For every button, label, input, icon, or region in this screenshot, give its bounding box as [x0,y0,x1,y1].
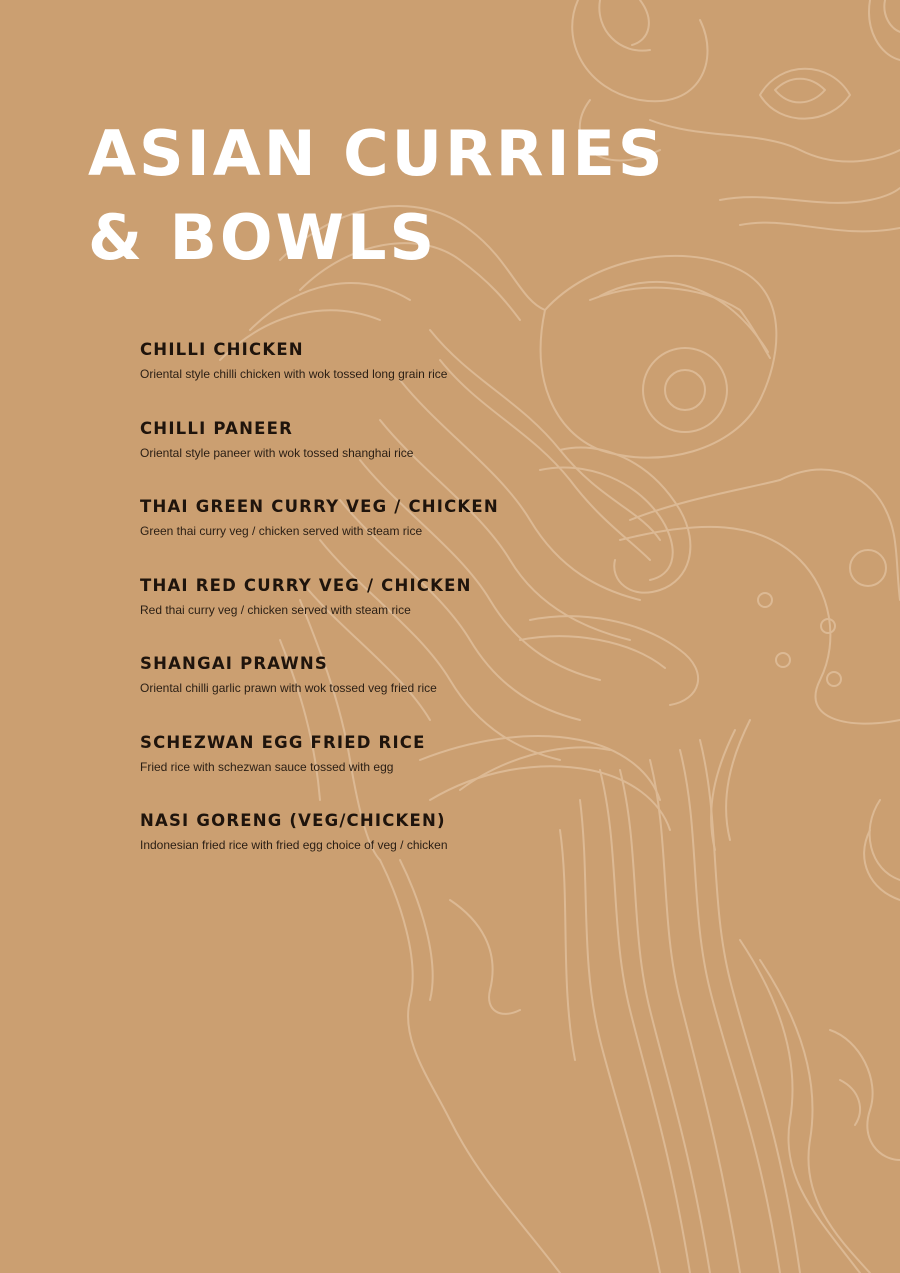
page-title [88,112,666,280]
menu-item [140,652,700,731]
menu-item-description: Red thai curry veg / chicken served with steam rice [140,602,411,617]
menu-item-name: NASI GORENG (VEG/CHICKEN) [140,811,446,830]
menu-item [140,495,700,574]
menu-item-description: Oriental chilli garlic prawn with wok tossed veg fried rice [140,681,437,695]
menu-item-description: Green thai curry veg / chicken served with steam rice [140,524,423,538]
menu-item [140,809,700,888]
menu-item-description: Indonesian fried rice with fried egg choice of veg / chicken [140,838,448,852]
menu-item [140,731,700,810]
menu-item-name: CHILLI PANEER [140,418,293,438]
menu-item-name: SCHEZWAN EGG FRIED RICE [140,732,426,752]
menu-item-description: Fried rice with schezwan sauce tossed with egg [140,759,394,774]
menu-item-name: THAI RED CURRY VEG / CHICKEN [140,575,472,595]
title-line-1: ASIAN CURRIES [88,117,666,190]
menu-item-name: THAI GREEN CURRY VEG / CHICKEN [140,497,499,516]
menu-item-description: Oriental style chilli chicken with wok tossed long grain rice [140,367,448,381]
menu-item [140,417,700,496]
menu-list [140,338,700,888]
menu-item [140,574,700,653]
menu-item-description: Oriental style paneer with wok tossed shanghai rice [140,445,414,460]
menu-item [140,338,700,417]
menu-item-name: SHANGAI PRAWNS [140,654,328,673]
title-line-2: & BOWLS [88,201,438,274]
menu-item-name: CHILLI CHICKEN [140,340,304,359]
